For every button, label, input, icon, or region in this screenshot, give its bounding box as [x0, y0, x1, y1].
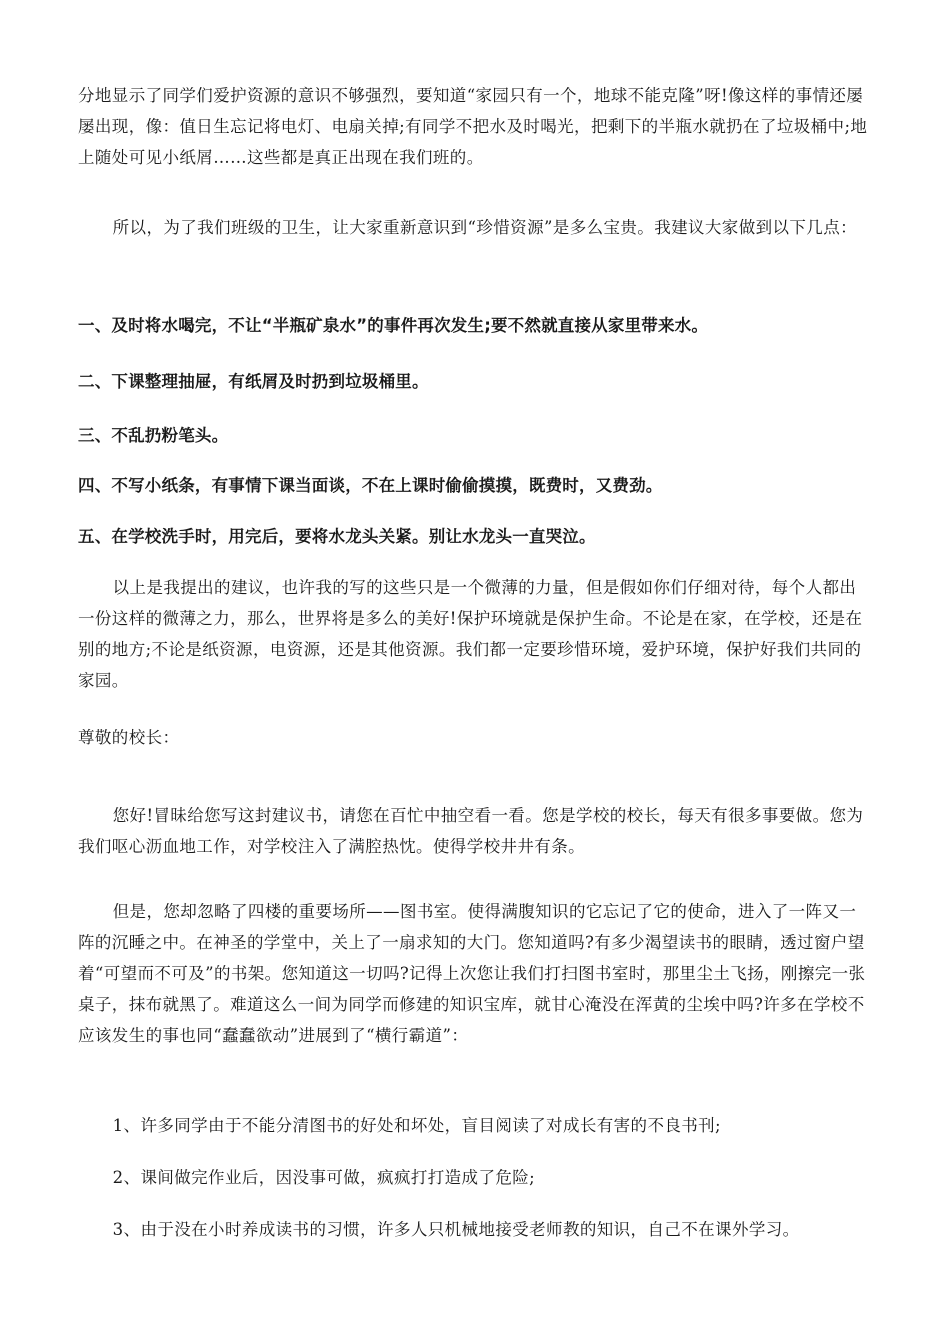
paragraph-suggestion-intro: 所以，为了我们班级的卫生，让大家重新意识到“珍惜资源”是多么宝贵。我建议大家做到以下几点：: [112, 218, 858, 237]
paragraph-conclusion: 以上是我提出的建议，也许我的写的这些只是一个微薄的力量，但是假如你们仔细对待，每个人都出一份这样的微薄之力，那么，世界将是多么的美好!保护环境就是保护生命。不论是在家，在学校，还是在别的地方;不论是纸资源，电资源，还是其他资源。我们都一定要珍惜环境，爱护环境，保护好我们共同的家园。: [78, 578, 863, 690]
paragraph-library: 但是，您却忽略了四楼的重要场所——图书室。使得满腹知识的它忘记了它的使命，进入了一阵又一阵的沉睡之中。在神圣的学堂中，关上了一扇求知的大门。您知道吗?有多少渴望读书的眼睛，透过窗户望着“可望而不可及”的书架。您知道这一切吗?记得上次您让我们打扫图书室时，那里尘土飞扬，刚擦完一张桌子，抹布就黑了。难道这么一间为同学而修建的知识宝库，就甘心淹没在浑黄的尘埃中吗?许多在学校不应该发生的事也同“蠢蠢欲动”进展到了“横行霸道”：: [78, 902, 866, 1045]
suggestion-item-4: 四、不写小纸条，有事情下课当面谈，不在上课时偷偷摸摸，既费时，又费劲。: [78, 476, 663, 495]
paragraph-continuation: 分地显示了同学们爱护资源的意识不够强烈，要知道“家园只有一个，地球不能克隆”呀!像这样的事情还屡屡出现，像：值日生忘记将电灯、电扇关掉;有同学不把水及时喝光，把剩下的半瓶水就扔在了垃圾桶中;地上随处可见小纸屑……这些都是真正出现在我们班的。: [78, 86, 868, 167]
suggestion-item-5: 五、在学校洗手时，用完后，要将水龙头关紧。别让水龙头一直哭泣。: [78, 527, 596, 546]
suggestion-item-3: 三、不乱扔粉笔头。: [78, 426, 229, 445]
problem-item-3: 3、由于没在小时养成读书的习惯，许多人只机械地接受老师教的知识，自己不在课外学习。: [112, 1220, 800, 1239]
paragraph-greeting: 您好!冒昧给您写这封建议书，请您在百忙中抽空看一看。您是学校的校长，每天有很多事要做。您为我们呕心沥血地工作，对学校注入了满腔热忱。使得学校井井有条。: [78, 806, 864, 856]
suggestion-item-1: 一、及时将水喝完，不让“半瓶矿泉水”的事件再次发生;要不然就直接从家里带来水。: [78, 316, 709, 335]
problem-item-2: 2、课间做完作业后，因没事可做，疯疯打打造成了危险;: [112, 1168, 536, 1187]
suggestion-item-2: 二、下课整理抽屉，有纸屑及时扔到垃圾桶里。: [78, 372, 429, 391]
problem-item-1: 1、许多同学由于不能分清图书的好处和坏处，盲目阅读了对成长有害的不良书刊;: [112, 1116, 721, 1135]
salutation: 尊敬的校长：: [78, 728, 180, 747]
